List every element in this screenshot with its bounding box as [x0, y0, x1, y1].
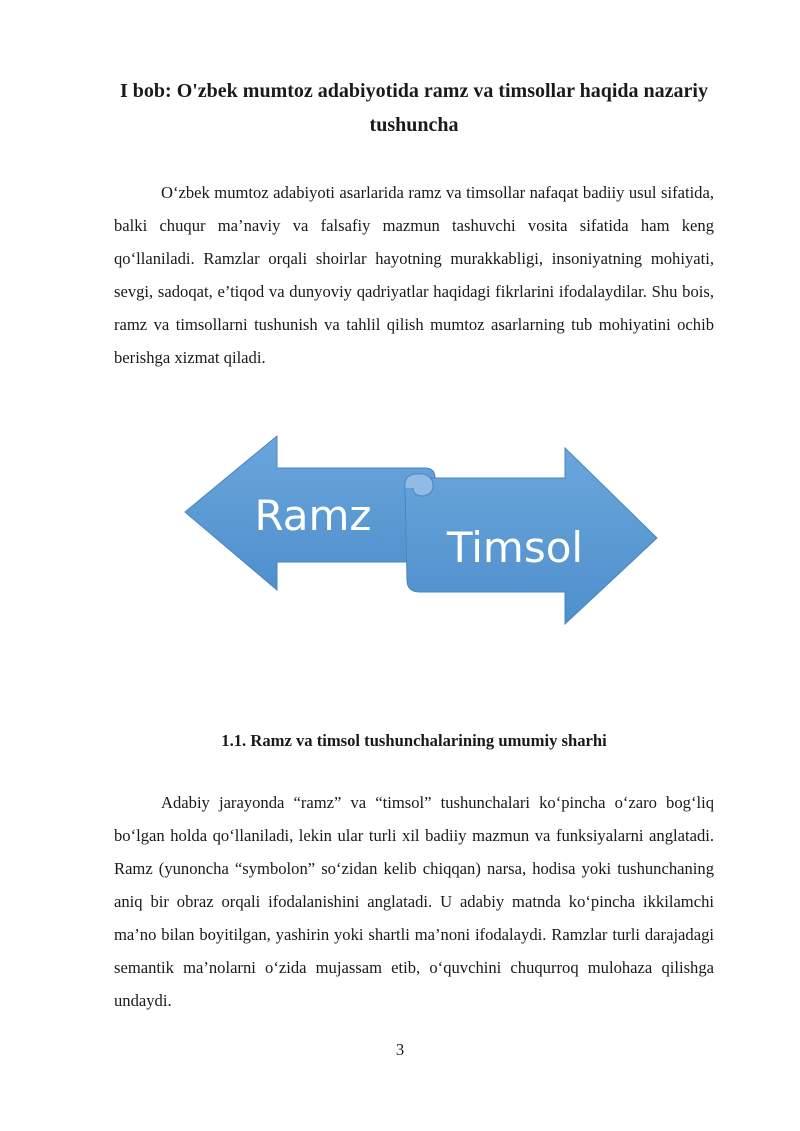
intro-paragraph: O‘zbek mumtoz adabiyoti asarlarida ramz va timsollar nafaqat badiiy usul sifatida, balki chuqur ma’naviy va falsafiy mazmun tashuvchi vosita sifatida ham keng qo‘llaniladi. Ramzlar orqali shoirlar hayotning murakkabligi, insoniyatning mohiyati, sevgi, sadoqat, e’tiqod va dunyoviy qadriyatlar haqidagi fikrlarini ifodalaydilar. Shu bois, ramz va timsollarni tushunish va tahlil qilish mumtoz asarlarning tub mohiyatini ochib berishga xizmat qiladi. [114, 183, 714, 367]
timsol-label: Timsol [446, 523, 584, 572]
page-number: 3 [395, 1040, 405, 1059]
ramz-timsol-arrow-diagram [175, 430, 665, 630]
ramz-label: Ramz [254, 491, 372, 540]
section-title: 1.1. Ramz va timsol tushunchalarining umumiy sharhi [221, 731, 607, 750]
section-paragraph: Adabiy jarayonda “ramz” va “timsol” tushunchalari ko‘pincha o‘zaro bog‘liq bo‘lgan holda qo‘llaniladi, lekin ular turli xil badiiy mazmun va funksiyalarni anglatadi. Ramz (yunoncha “symbolon” so‘zidan kelib chiqqan) narsa, hodisa yoki tushunchaning aniq bir obraz orqali ifodalanishini anglatadi. U adabiy matnda ko‘pincha ikkilamchi ma’no bilan boyitilgan, yashirin yoki shartli ma’noni ifodalaydi. Ramzlar turli darajadagi semantik ma’nolarni o‘zida mujassam etib, o‘quvchini chuqurroq mulohaza qilishga undaydi. [114, 793, 714, 1010]
chapter-title: I bob: O'zbek mumtoz adabiyotida ramz va timsollar haqida nazariy tushuncha [120, 80, 708, 136]
